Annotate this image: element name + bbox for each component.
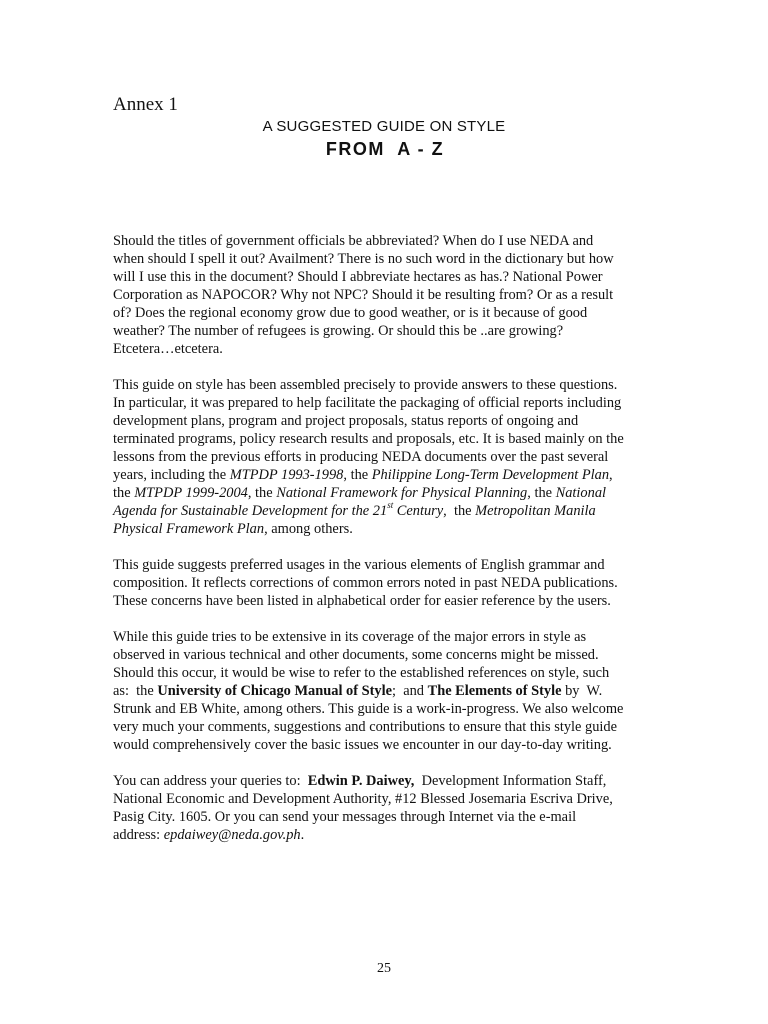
text-line: In particular, it was prepared to help facilitate the packaging of official reports including <box>113 395 622 411</box>
text-line: when should I spell it out? Availment? There is no such word in the dictionary but how <box>113 251 614 267</box>
text-run: , the <box>443 503 476 519</box>
text-run: Development Information Staff, <box>414 773 607 789</box>
document-reference: Metropolitan Manila <box>475 503 596 519</box>
document-body <box>113 232 658 862</box>
text-line: Etcetera…etcetera. <box>113 341 223 357</box>
text-line: Corporation as NAPOCOR? Why not NPC? Should it be resulting from? Or as a result <box>113 287 614 303</box>
title-text: FROM A - Z <box>325 139 445 159</box>
superscript: st <box>387 500 394 511</box>
text-line: of? Does the regional economy grow due to good weather, or is it because of good <box>113 305 588 321</box>
text-run: You can address your queries to: <box>113 773 308 789</box>
text-line: very much your comments, suggestions and contributions to ensure that this style guide <box>113 719 617 735</box>
text-run: years, including the <box>113 467 230 483</box>
text-line: Should the titles of government officials be abbreviated? When do I use NEDA and <box>113 233 594 249</box>
text-line: terminated programs, policy research results and proposals, etc. It is based mainly on the <box>113 431 624 447</box>
text-run: , the <box>343 467 372 483</box>
text-run: by W. <box>561 683 603 699</box>
text-line <box>113 502 658 520</box>
text-line <box>113 826 658 844</box>
text-run: as: the <box>113 683 158 699</box>
reference-title: University of Chicago Manual of Style <box>157 683 393 699</box>
text-line: composition. It reflects corrections of common errors noted in past NEDA publications. <box>113 575 618 591</box>
page-number: 25 <box>377 961 391 976</box>
text-run: the <box>113 485 135 501</box>
paragraph-questions <box>113 232 658 358</box>
text-line: weather? The number of refugees is growing. Or should this be ..are growing? <box>113 323 564 339</box>
text-run: , the <box>247 485 277 501</box>
reference-title: The Elements of Style <box>427 683 562 699</box>
text-line: would comprehensively cover the basic issues we encounter in our day-to-day writing. <box>113 737 612 753</box>
document-reference: Physical Framework Plan <box>113 521 265 537</box>
text-line: lessons from the previous efforts in producing NEDA documents over the past several <box>113 449 609 465</box>
text-line: development plans, program and project proposals, status reports of ongoing and <box>113 413 579 429</box>
text-run: , the <box>527 485 556 501</box>
document-reference: MTPDP 1993-1998 <box>229 467 344 483</box>
text-line: National Economic and Development Authority, #12 Blessed Josemaria Escriva Drive, <box>113 791 613 807</box>
text-line: This guide on style has been assembled precisely to provide answers to these questions. <box>113 377 618 393</box>
document-reference: MTPDP 1999-2004 <box>134 485 248 501</box>
text-line: Pasig City. 1605. Or you can send your messages through Internet via the e-mail <box>113 809 577 825</box>
text-run: . <box>300 827 305 843</box>
text-line: will I use this in the document? Should I abbreviate hectares as has.? National Power <box>113 269 603 285</box>
document-title <box>0 137 768 161</box>
paragraph-usage <box>113 556 658 610</box>
text-line: While this guide tries to be extensive in its coverage of the major errors in style as <box>113 629 587 645</box>
text-line <box>113 520 658 538</box>
text-line <box>113 772 658 790</box>
paragraph-contact <box>113 772 658 844</box>
document-reference: National Framework for Physical Planning <box>276 485 528 501</box>
document-reference: Philippine Long-Term Development Plan <box>371 467 610 483</box>
text-run: address: <box>113 827 164 843</box>
document-reference: Agenda for Sustainable Development for the 21 <box>113 503 388 519</box>
contact-name: Edwin P. Daiwey, <box>307 773 415 789</box>
text-line: observed in various technical and other documents, some concerns might be missed. <box>113 647 599 663</box>
email-address: epdaiwey@neda.gov.ph <box>163 827 301 843</box>
text-run: , among others. <box>264 521 353 537</box>
text-run: , <box>609 467 613 483</box>
text-line: Should this occur, it would be wise to refer to the established references on style, such <box>113 665 610 681</box>
text-line <box>113 466 658 484</box>
document-reference: Century <box>393 503 444 519</box>
paragraph-purpose <box>113 376 658 538</box>
annex-label: Annex 1 <box>113 94 178 115</box>
paragraph-references <box>113 628 658 754</box>
text-run: ; and <box>392 683 428 699</box>
text-line: Strunk and EB White, among others. This guide is a work-in-progress. We also welcome <box>113 701 624 717</box>
text-line: These concerns have been listed in alphabetical order for easier reference by the users. <box>113 593 611 609</box>
document-subtitle: A SUGGESTED GUIDE ON STYLE <box>262 118 506 135</box>
text-line <box>113 484 658 502</box>
text-line: This guide suggests preferred usages in the various elements of English grammar and <box>113 557 605 573</box>
document-reference: National <box>555 485 607 501</box>
text-line <box>113 682 658 700</box>
